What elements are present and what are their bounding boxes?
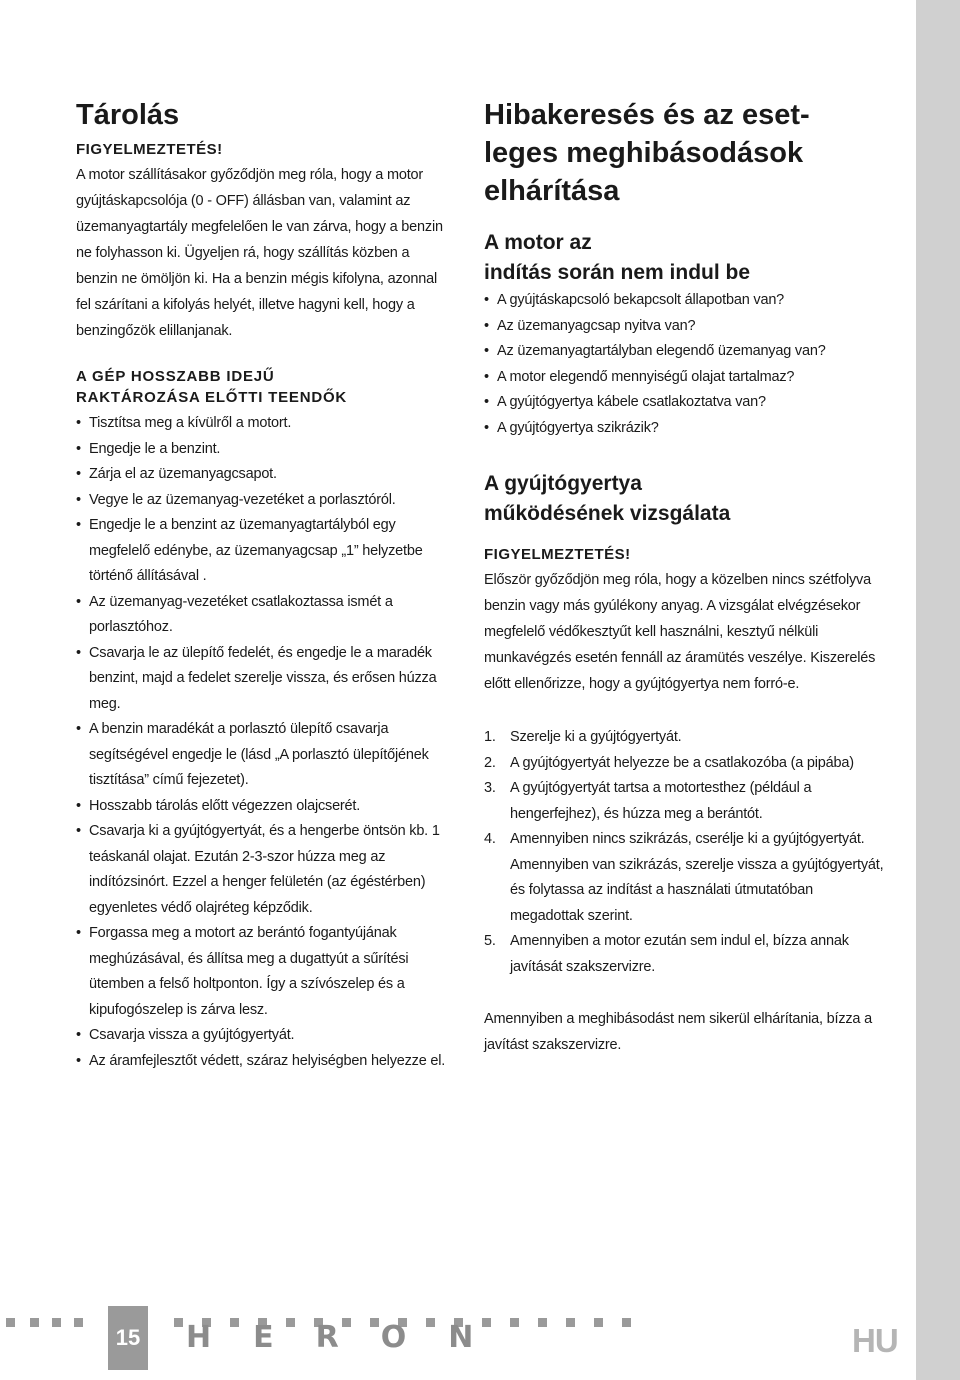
list-item-text: Az üzemanyag-vezetéket csatlakoztassa ismét a porlasztóhoz. [89,593,393,635]
bullet-icon: • [76,491,81,508]
bullet-icon: • [484,419,489,436]
step-text: A gyújtógyertyát tartsa a motortesthez (például a hengerfejhez), és húzza meg a berántót. [510,780,812,822]
list-item [76,488,452,514]
bullet-icon: • [76,440,81,457]
bullet-icon: • [484,343,489,359]
step-number: 5. [484,933,496,949]
step-text: Szerelje ki a gyújtógyertyát. [510,729,682,745]
step-item [484,776,884,827]
spark-plug-warning-label: FIGYELMEZTETÉS! [484,546,631,563]
step-item [484,751,884,777]
decor-square-icon [538,1318,547,1327]
bullet-icon: • [76,823,81,839]
engine-not-starting-line2: indítás során nem indul be [484,261,751,284]
bullet-icon: • [76,415,81,431]
list-item [76,513,452,590]
troubleshooting-title [484,96,884,210]
spark-plug-test-line1: A gyújtógyertya [484,472,642,495]
decor-square-icon [6,1318,15,1327]
list-item [76,921,452,1023]
bullet-icon: • [76,593,81,610]
list-item-text: Csavarja le az ülepítő fedelét, és engedje le a maradék benzint, majd a fedelet szerelje vissza, és erősen húzza meg. [89,644,437,712]
list-item [76,717,452,794]
step-number: 4. [484,831,496,847]
list-item-text: Csavarja ki a gyújtógyertyát, és a hengerbe öntsön kb. 1 teáskanál olajat. Ezután 2-3-szor húzza meg az indítózsinórt. Ezzel a henger felületén (az égéstérben) egyenletes védő olajréteg képződik. [89,823,440,916]
bullet-icon: • [76,517,81,533]
list-item [484,339,884,365]
bullet-icon: • [76,1027,81,1043]
bullet-icon: • [76,644,81,661]
list-item [76,1049,452,1075]
bullet-icon: • [484,368,489,385]
bullet-icon: • [484,394,489,410]
bullet-icon: • [76,1052,81,1069]
spark-plug-steps [484,725,884,980]
list-item-text: Az üzemanyagcsap nyitva van? [497,317,696,334]
list-item [484,288,884,314]
list-item [484,416,884,442]
list-item [76,819,452,921]
step-number: 1. [484,729,496,745]
list-item [484,390,884,416]
list-item-text: Az üzemanyagtartályban elegendő üzemanyag van? [497,343,826,359]
list-item [76,641,452,718]
list-item-text: Tisztítsa meg a kívülről a motort. [89,415,292,431]
step-item [484,725,884,751]
check-list [484,288,884,441]
list-item [76,1023,452,1049]
list-item-text: Hosszabb tárolás előtt végezzen olajcserét. [89,797,361,814]
step-text: Amennyiben a motor ezután sem indul el, bízza annak javítását szakszervizre. [510,933,849,975]
long-storage-heading-line1: A GÉP HOSSZABB IDEJŰ [76,368,275,385]
bullet-icon: • [484,292,489,308]
side-strip [916,0,960,1380]
list-item [76,590,452,641]
decor-square-icon [594,1318,603,1327]
step-text: A gyújtógyertyát helyezze be a csatlakozóba (a pipába) [510,754,854,771]
spark-plug-test-line2: működésének vizsgálata [484,502,731,525]
bullet-icon: • [76,797,81,814]
storage-warning-label: FIGYELMEZTETÉS! [76,141,223,158]
list-item [76,462,452,488]
troubleshooting-title-line3: elhárítása [484,175,620,207]
list-item-text: A gyújtógyertya szikrázik? [497,419,659,436]
step-text: Amennyiben nincs szikrázás, cserélje ki a gyújtógyertyát. Amennyiben van szikrázás, szerelje vissza a gyújtógyertyát, és folytassa az indítást a használati útmutatóban megadottak szerint. [510,831,884,924]
list-item-text: A motor elegendő mennyiségű olajat tartalmaz? [497,368,795,385]
step-number: 2. [484,754,496,771]
long-storage-heading [76,366,452,408]
spark-plug-test-heading [484,469,884,529]
decor-square-icon [566,1318,575,1327]
closing-text: Amennyiben a meghibásodást nem sikerül elhárítania, bízza a javítást szakszervizre. [484,1011,872,1053]
list-item-text: Engedje le a benzint az üzemanyagtartályból egy megfelelő edénybe, az üzemanyagcsap „1” helyzetbe történő állításával . [89,517,423,584]
decor-square-icon [52,1318,61,1327]
decor-square-icon [30,1318,39,1327]
bullet-icon: • [484,317,489,334]
list-item [76,794,452,820]
long-storage-heading-line2: RAKTÁROZÁSA ELŐTTI TEENDŐK [76,389,348,406]
list-item-text: Forgassa meg a motort az berántó fogantyújának meghúzásával, és állítsa meg a dugattyút a sűrítési ütemben a felső holtponton. Így a szívószelep és a kipufogószelep is zárva lesz. [89,925,409,1018]
troubleshooting-title-line1: Hibakeresés és az eset- [484,99,810,131]
step-item [484,827,884,929]
page-number: 15 [108,1306,148,1370]
decor-square-icon [622,1318,631,1327]
list-item-text: Engedje le a benzint. [89,440,221,457]
engine-not-starting-line1: A motor az [484,231,592,254]
bullet-icon: • [76,466,81,482]
storage-steps-list [76,411,452,1074]
step-item [484,929,884,980]
language-code: HU [852,1322,898,1359]
decor-square-icon [74,1318,83,1327]
spark-plug-warning-text: Először győződjön meg róla, hogy a közelben nincs szétfolyva benzin vagy más gyúlékony anyag. A vizsgálat elvégzésekor megfelelő védőkesztyűt kell használni, kesztyű nélküli munkavégzés esetén fennáll az áramütés veszélye. Kiszerelés előtt ellenőrizze, hogy a gyújtógyertya nem forró-e. [484,572,876,692]
troubleshooting-column [484,96,884,1058]
brand-logo: HERON [186,1320,516,1355]
list-item-text: A benzin maradékát a porlasztó ülepítő csavarja segítségével engedje le (lásd „A porlasztó ülepítőjének tisztítása” című fejezetet). [89,721,429,788]
decor-square-icon [174,1318,183,1327]
bullet-icon: • [76,721,81,737]
list-item-text: A gyújtáskapcsoló bekapcsolt állapotban van? [497,292,785,308]
list-item-text: Az áramfejlesztőt védett, száraz helyiségben helyezze el. [89,1052,446,1069]
list-item-text: Zárja el az üzemanyagcsapot. [89,466,277,482]
list-item [484,314,884,340]
list-item-text: Vegye le az üzemanyag-vezetéket a porlasztóról. [89,491,396,508]
bullet-icon: • [76,925,81,941]
storage-intro: A motor szállításakor győződjön meg róla, hogy a motor gyújtáskapcsolója (0 - OFF) állásban van, valamint az üzemanyagtartály megfelelően le van zárva, hogy a benzin ne folyhasson ki. Ügyeljen rá, hogy szállítás közben a benzin ne ömöljön ki. Ha a benzin mégis kifolyna, azonnal fel szárítani a kifolyás helyét, illetve hagyni kell, hogy a benzingőzök elillanjanak. [76,167,443,339]
step-number: 3. [484,780,496,796]
list-item [76,437,452,463]
engine-not-starting-heading [484,228,884,288]
list-item-text: Csavarja vissza a gyújtógyertyát. [89,1027,295,1043]
list-item [484,365,884,391]
storage-column [76,96,452,1074]
troubleshooting-title-line2: leges meghibásodások [484,137,804,169]
list-item [76,411,452,437]
list-item-text: A gyújtógyertya kábele csatlakoztatva van? [497,394,766,410]
storage-title: Tárolás [76,99,180,131]
